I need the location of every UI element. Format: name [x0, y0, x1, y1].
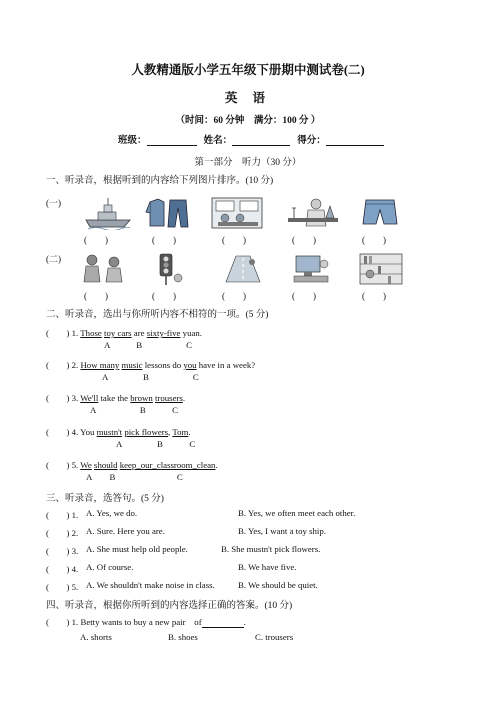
s2-q1-seg-a: Those [80, 328, 102, 338]
part-heading: 第一部分 听力（30 分） [194, 158, 302, 168]
s2-q3-seg: take the [98, 393, 131, 403]
s2-q1-letters: A B C [104, 340, 192, 350]
s2-q4-seg-a: mustn't [96, 427, 123, 437]
s3-q1-option-b[interactable]: B. Yes, we often meet each other. [238, 508, 356, 518]
s2-q4-seg: You [80, 427, 97, 437]
s2-q3-num[interactable]: ( ) 3. [46, 393, 79, 403]
s3-q1-option-a[interactable]: A. Yes, we do. [86, 508, 138, 518]
s2-q2-letters: A B C [102, 372, 199, 382]
s4-question-1 [46, 615, 246, 628]
s4-q1-num[interactable]: ( ) 1. [46, 617, 79, 627]
clothes-picture [144, 196, 192, 230]
library-picture [358, 252, 404, 286]
s3-q5-option-b[interactable]: B. We should be quiet. [238, 580, 318, 590]
s2-q3-seg: . [182, 393, 186, 403]
s3-q3-option-b[interactable]: B. She mustn't pick flowers. [221, 544, 321, 554]
s2-q4-letters: A B C [116, 439, 196, 449]
s2-q2-seg-b: music [121, 360, 143, 370]
computer-picture [290, 252, 332, 286]
s3-q5-num[interactable]: ( ) 5. [46, 582, 79, 592]
name-blank[interactable] [232, 135, 290, 146]
s3-q3-option-a[interactable]: A. She must help old people. [86, 544, 188, 554]
s2-q1-seg-b: toy cars [104, 328, 132, 338]
s2-q2-seg: have in a week? [196, 360, 256, 370]
section4-heading: 四、听录音，根据你所听到的内容选择正确的答案。(10 分) [46, 601, 293, 611]
s2-q2-seg: lessons do [142, 360, 184, 370]
s2-q4-seg: , [168, 427, 173, 437]
score-label: 得分： [297, 136, 326, 146]
s2-q1-seg: are [131, 328, 147, 338]
answer-paren-1-2[interactable]: ( ) [152, 235, 176, 245]
answer-paren-2-3[interactable]: ( ) [222, 291, 246, 301]
s2-q3-seg-b: brown [130, 393, 153, 403]
class-label: 班级： [118, 136, 147, 146]
exam-meta: （时间：60 分钟 满分：100 分 ） [175, 116, 321, 126]
s4-q1-option-c[interactable]: C. trousers [255, 632, 294, 642]
answer-paren-2-2[interactable]: ( ) [152, 291, 176, 301]
answer-paren-2-5[interactable]: ( ) [362, 291, 386, 301]
s2-q5-seg: . [215, 460, 218, 470]
s3-q3-num[interactable]: ( ) 3. [46, 546, 79, 556]
traffic-light-picture [150, 252, 186, 286]
s3-q2-option-a[interactable]: A. Sure. Here you are. [86, 526, 165, 536]
s4-q1-blank[interactable] [202, 618, 244, 628]
answer-paren-2-4[interactable]: ( ) [292, 291, 316, 301]
s2-q4-seg-b: pick flowers [124, 427, 169, 437]
shorts-picture [360, 196, 400, 230]
ship-picture [84, 196, 132, 230]
s2-q2-seg-a: How many [80, 360, 120, 370]
name-label: 姓名： [203, 136, 233, 146]
s3-q2-option-b[interactable]: B. Yes, I want a toy ship. [238, 526, 326, 536]
s4-q1-text: Betty wants to buy a new pair of [80, 617, 202, 627]
s2-q3-letters: A B C [90, 405, 178, 415]
s2-q4-seg: . [188, 427, 191, 437]
street-picture [222, 252, 264, 286]
kids-picture [80, 252, 130, 286]
lab-picture [286, 196, 340, 230]
classroom-picture [210, 196, 264, 230]
s3-q2-num[interactable]: ( ) 2. [46, 528, 79, 538]
s2-q5-seg-a: We [80, 460, 92, 470]
s2-q1-num[interactable]: ( ) 1. [46, 328, 79, 338]
s3-q4-option-a[interactable]: A. Of course. [86, 562, 134, 572]
answer-paren-1-1[interactable]: ( ) [84, 235, 108, 245]
s2-q4-seg-c: Tom [172, 427, 189, 437]
s2-q3-seg-c: trousers [154, 393, 183, 403]
section3-heading: 三、听录音，选答句。(5 分) [46, 494, 164, 504]
s2-q4-num[interactable]: ( ) 4. [46, 427, 79, 437]
score-blank[interactable] [326, 135, 384, 146]
subject-title: 英 语 [224, 91, 272, 105]
s3-q4-option-b[interactable]: B. We have five. [238, 562, 297, 572]
answer-paren-1-4[interactable]: ( ) [292, 235, 316, 245]
class-blank[interactable] [147, 135, 197, 146]
row2-label: (二) [46, 254, 61, 264]
section2-heading: 二、听录音，选出与你所听内容不相符的一项。(5 分) [46, 310, 269, 320]
answer-paren-1-3[interactable]: ( ) [222, 235, 246, 245]
s2-q1-seg: yuan. [180, 328, 202, 338]
s4-q1-option-a[interactable]: A. shorts [80, 632, 112, 642]
s2-q2-seg-c: you [183, 360, 197, 370]
s3-q4-num[interactable]: ( ) 4. [46, 564, 79, 574]
s4-q1-option-b[interactable]: B. shoes [168, 632, 198, 642]
answer-paren-2-1[interactable]: ( ) [84, 291, 108, 301]
student-info [118, 132, 384, 146]
page-title: 人教精通版小学五年级下册期中测试卷(二) [131, 63, 365, 77]
s2-q3-seg-a: We'll [80, 393, 99, 403]
section1-heading: 一、听录音，根据听到的内容给下列图片排序。(10 分) [46, 176, 274, 186]
s2-q1-seg-c: sixty-five [146, 328, 181, 338]
s2-q5-seg-c: keep_our_classroom_clean [119, 460, 216, 470]
s2-q2-num[interactable]: ( ) 2. [46, 360, 79, 370]
s2-q5-seg-b: should [94, 460, 118, 470]
s2-q5-num[interactable]: ( ) 5. [46, 460, 79, 470]
s4-q1-period: . [243, 617, 246, 627]
s2-q5-letters: A B C [86, 472, 183, 482]
row1-label: (一) [46, 198, 61, 208]
s3-q1-num[interactable]: ( ) 1. [46, 510, 79, 520]
s3-q5-option-a[interactable]: A. We shouldn't make noise in class. [86, 580, 215, 590]
answer-paren-1-5[interactable]: ( ) [362, 235, 386, 245]
